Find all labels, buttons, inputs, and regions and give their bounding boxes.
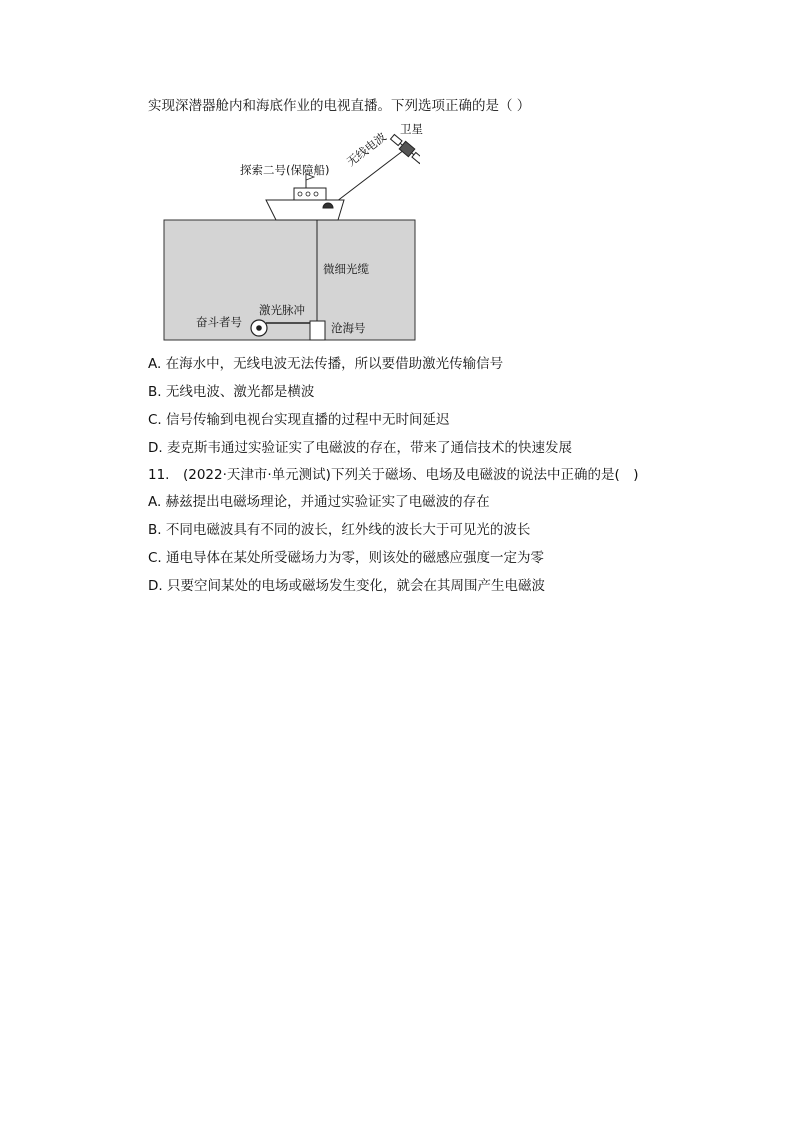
q11-option-b: B. 不同电磁波具有不同的波长，红外线的波长大于可见光的波长 [148,522,531,538]
q11-option-a: A. 赫兹提出电磁场理论，并通过实验证实了电磁波的存在 [148,494,490,510]
canghai-device [310,321,325,340]
q10-option-c: C. 信号传输到电视台实现直播的过程中无时间延迟 [148,412,450,428]
question-11-stem: 11. (2022·天津市·单元测试)下列关于磁场、电场及电磁波的说法中正确的是( ) [148,467,639,483]
q10-option-d: D. 麦克斯韦通过实验证实了电磁波的存在，带来了通信技术的快速发展 [148,440,572,456]
q11-option-c: C. 通电导体在某处所受磁场力为零，则该处的磁感应强度一定为零 [148,550,545,566]
label-laser-pulse: 激光脉冲 [259,303,305,317]
ship-icon [266,174,344,220]
radio-wave-line [328,150,404,208]
q11-option-d: D. 只要空间某处的电场或磁场发生变化，就会在其周围产生电磁波 [148,578,545,594]
deep-sea-broadcast-diagram [160,122,423,344]
label-fendouzhe: 奋斗者号 [196,315,242,329]
satellite-icon [389,133,420,165]
question-10-intro: 实现深潜器舱内和海底作业的电视直播。下列选项正确的是（ ） [148,98,531,114]
q10-option-b: B. 无线电波、激光都是横波 [148,384,315,400]
q10-option-a: A. 在海水中，无线电波无法传播，所以要借助激光传输信号 [148,356,504,372]
label-fiber-cable: 微细光缆 [323,262,369,276]
label-ship: 探索二号(保障船) [240,163,330,177]
label-canghai: 沧海号 [331,321,366,335]
label-satellite: 卫星 [400,122,423,136]
label-radio-wave: 无线电波 [344,129,389,170]
